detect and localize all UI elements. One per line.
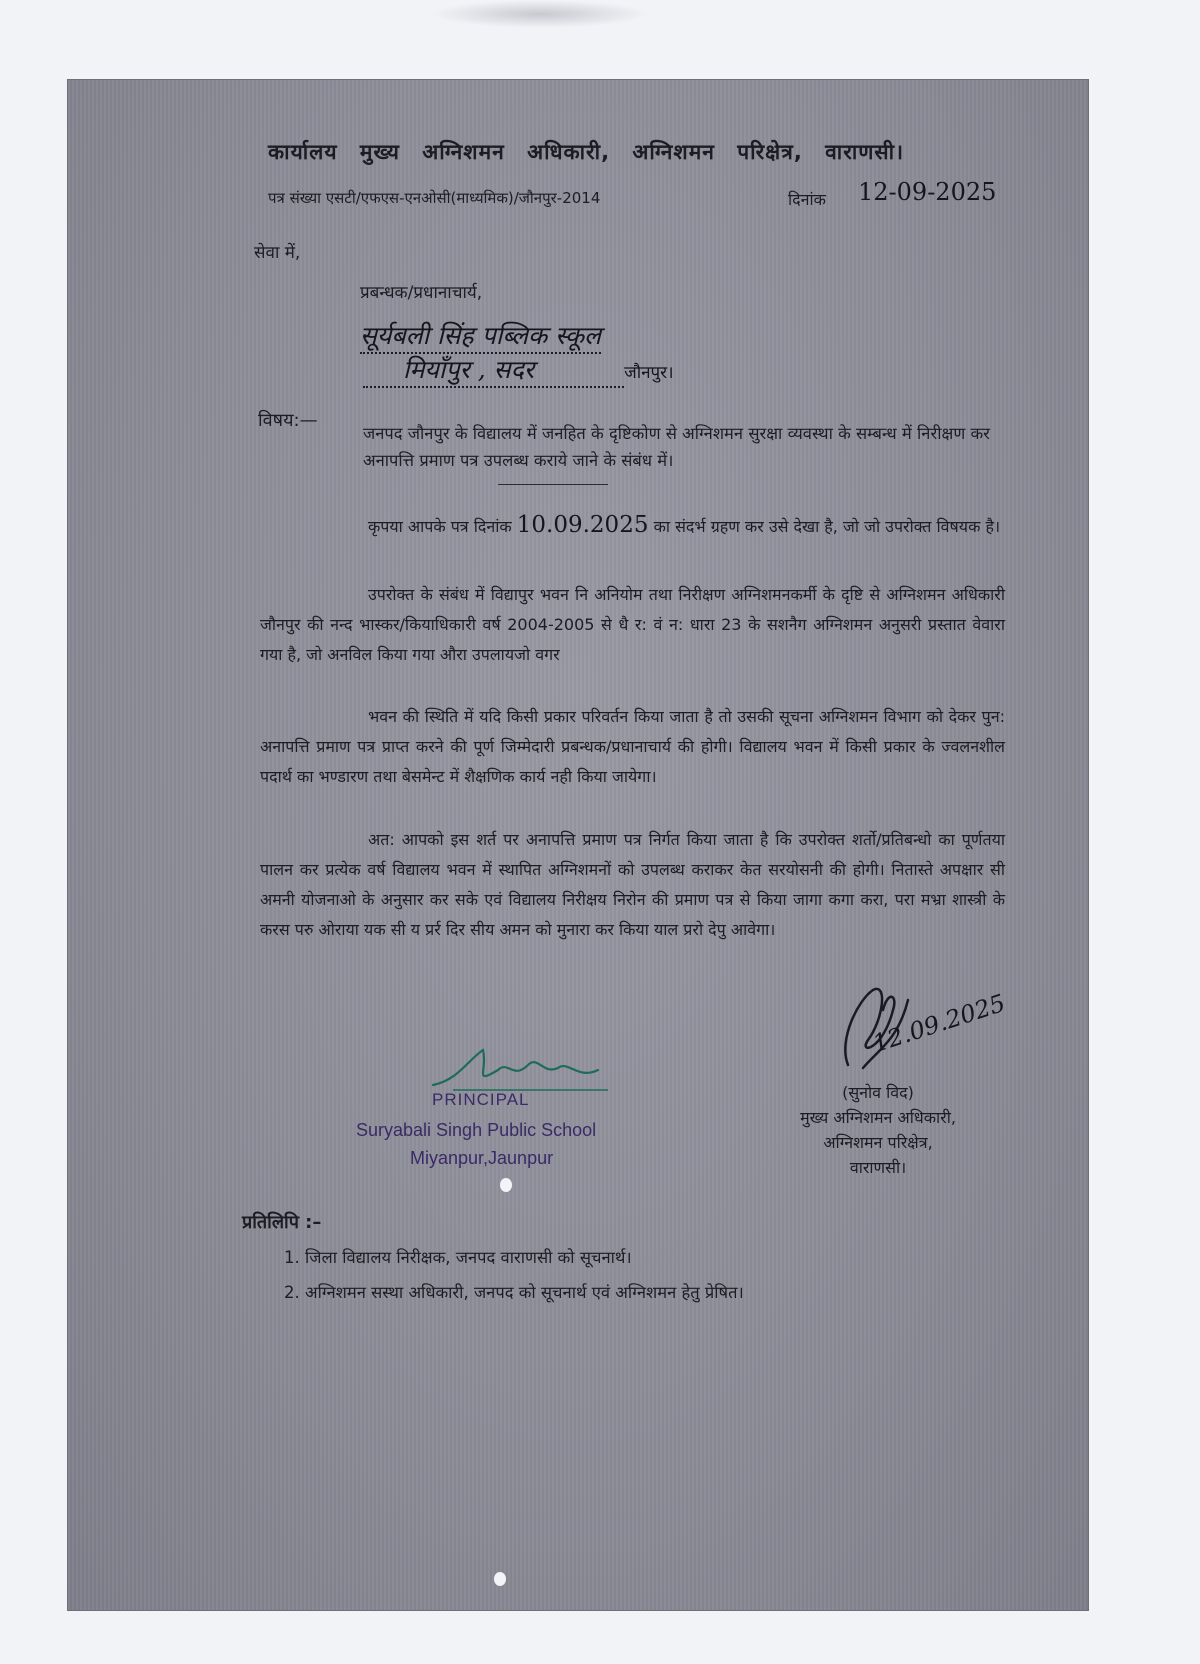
p1-reference-date: 10.09.2025: [516, 512, 649, 538]
paragraph-1: [260, 510, 1005, 542]
paragraph-2: [260, 580, 1005, 670]
officer-designation: मुख्य अग्निशमन अधिकारी,: [800, 1108, 956, 1127]
stamp-school-name: Suryabali Singh Public School: [356, 1120, 597, 1140]
school-name: सूर्यबली सिंह पब्लिक स्कूल: [360, 318, 601, 354]
p1-text-before: कृपया आपके पत्र दिनांक: [368, 517, 512, 536]
officer-city: वाराणसी।: [849, 1158, 907, 1177]
salutation: सेवा में,: [254, 243, 301, 263]
letter-date-value: 12-09-2025: [858, 178, 997, 206]
office-heading: कार्यालय मुख्य अग्निशमन अधिकारी, अग्निशमन परिक्षेत्र, वाराणसी।: [268, 140, 905, 164]
copy-item-2: 2. अग्निशमन सस्था अधिकारी, जनपद को सूचनार्थ एवं अग्निशमन हेतु प्रेषित।: [284, 1283, 744, 1302]
copy-item-1: 1. जिला विद्यालय निरीक्षक, जनपद वाराणसी को सूचनार्थ।: [284, 1248, 632, 1267]
p2-text: उपरोक्त के संबंध में विद्यापुर भवन नि अनियोम तथा निरीक्षण अग्निशमनकर्मी के दृष्टि से अग्निशमन अधिकारी जौनपुर की नन्द भास्कर/कियाधिकारी वर्ष 2004-2005 से धै र: वं न: धारा 23 के सशनैग अग्निशमन अनुसरी प्रस्तात वेवारा गया है, जो अनविल किया गया औरा उपलायजो वगर: [260, 585, 1005, 664]
place-handwritten: [363, 352, 674, 388]
stamp-school-address: Miyanpur,Jaunpur: [410, 1148, 554, 1168]
subject-divider: [498, 484, 608, 485]
paragraph-3: [260, 702, 1005, 792]
scan-smudge: [430, 0, 650, 28]
punch-hole: [494, 1572, 506, 1586]
signature-date: 12.09.2025: [869, 988, 1009, 1058]
subject-label: विषय:—: [258, 410, 318, 431]
letter-date-label: दिनांक: [788, 190, 826, 209]
p3-text: भवन की स्थिति में यदि किसी प्रकार परिवर्तन किया जाता है तो उसकी सूचना अग्निशमन विभाग को देकर पुन: अनापत्ति प्रमाण पत्र प्राप्त करने की पूर्ण जिम्मेदारी प्रबन्धक/प्रधानाचार्य की होगी। विद्यालय भवन में किसी प्रकार के ज्वलनशील पदार्थ का भण्डारण तथा बेसमेन्ट में शैक्षणिक कार्य नही किया जायेगा।: [260, 707, 1005, 786]
officer-office: अग्निशमन परिक्षेत्र,: [823, 1133, 933, 1152]
officer-name: (सुनोव विद): [842, 1083, 914, 1102]
paragraph-4: [260, 825, 1005, 945]
district: जौनपुर।: [624, 363, 674, 383]
officer-block: [758, 1080, 998, 1180]
school-place: मियाँपुर , सदर: [363, 352, 624, 388]
scanned-letter-page: [68, 80, 1088, 1610]
copy-heading: प्रतिलिपि :–: [242, 1212, 322, 1233]
school-name-handwritten: [360, 318, 601, 354]
p1-text-after: का संदर्भ ग्रहण कर उसे देखा है, जो जो उपरोक्त विषयक है।: [653, 517, 1001, 536]
stamp-principal: PRINCIPAL: [432, 1090, 530, 1109]
letter-number: पत्र संख्या एसटी/एफएस-एनओसी(माध्यमिक)/जौनपुर-2014: [268, 189, 601, 207]
scan-spot: [500, 1178, 512, 1192]
p4-text: अत: आपको इस शर्त पर अनापत्ति प्रमाण पत्र निर्गत किया जाता है कि उपरोक्त शर्तो/प्रतिबन्धो का पूर्णतया पालन कर प्रत्येक वर्ष विद्यालय भवन में स्थापित अग्निशमनों को उपलब्ध कराकर केत सरयोसनी की होगी। नितास्ते अपक्षार सी अमनी योजनाओ के अनुसार कर सके एवं विद्यालय निरीक्षय निरोन की प्रमाण पत्र से किया जागा कगा करा, परा मभ्रा शास्त्री के करस परु ओराया यक सी य प्रर्र दिर सीय अमन को मुनारा कर किया याल प्ररो देपु आवेगा।: [260, 830, 1005, 939]
addressee-designation: प्रबन्धक/प्रधानाचार्य,: [360, 283, 483, 303]
subject-text: जनपद जौनपुर के विद्यालय में जनहित के दृष्टिकोण से अग्निशमन सुरक्षा व्यवस्था के सम्बन्ध में निरीक्षण कर अनापत्ति प्रमाण पत्र उपलब्ध कराये जाने के संबंध में।: [363, 424, 990, 470]
